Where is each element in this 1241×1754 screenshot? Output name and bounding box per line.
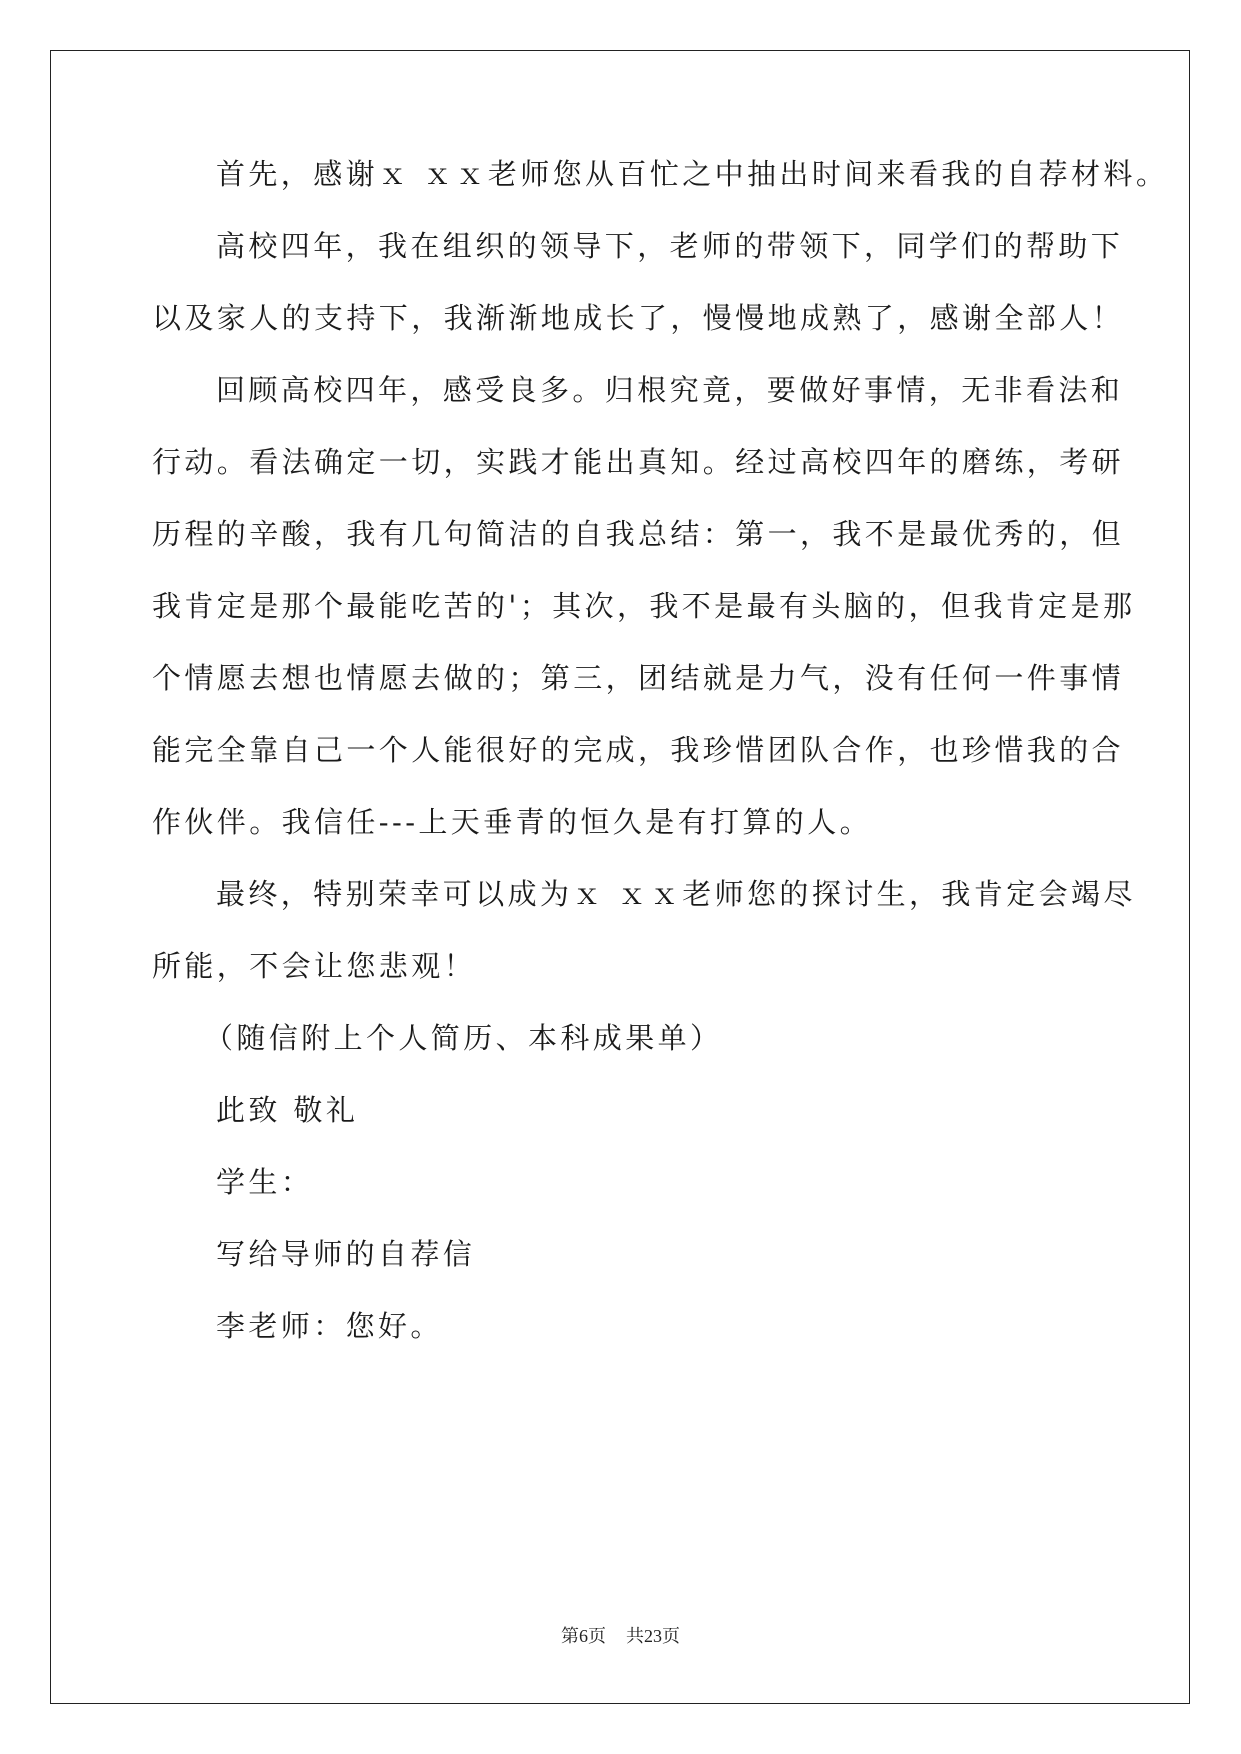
paragraph-line: 能完全靠自己一个人能很好的完成，我珍惜团队合作，也珍惜我的合 — [152, 733, 1125, 767]
paragraph-line: 行动。看法确定一切，实践才能出真知。经过高校四年的磨练，考研 — [152, 445, 1125, 479]
paragraph-line: 以及家人的支持下，我渐渐地成长了，慢慢地成熟了，感谢全部人！ — [152, 301, 1125, 335]
section-title: 写给导师的自荐信 — [216, 1237, 476, 1271]
page-total: 共23页 — [626, 1626, 680, 1646]
paragraph-line: 我肯定是那个最能吃苦的'；其次，我不是最有头脑的，但我肯定是那 — [152, 589, 1136, 623]
paragraph-line: 个情愿去想也情愿去做的；第三，团结就是力气，没有任何一件事情 — [152, 661, 1125, 695]
greeting-line: 李老师：您好。 — [216, 1309, 443, 1343]
paragraph-line: 高校四年，我在组织的领导下，老师的带领下，同学们的帮助下 — [216, 229, 1124, 263]
paragraph-line: 回顾高校四年，感受良多。归根究竟，要做好事情，无非看法和 — [216, 373, 1124, 407]
page-number: 第6页 — [561, 1626, 606, 1646]
paragraph-line: 历程的辛酸，我有几句简洁的自我总结：第一，我不是最优秀的，但 — [152, 517, 1125, 551]
page-footer — [0, 1622, 1241, 1648]
paragraph-line: 所能，不会让您悲观！ — [152, 949, 477, 983]
signature-label: 学生： — [216, 1165, 314, 1199]
paragraph-line: 作伙伴。我信任---上天垂青的恒久是有打算的人。 — [152, 805, 872, 839]
closing-salutation: 此致 敬礼 — [216, 1093, 359, 1127]
attachment-note: （随信附上个人简历、本科成果单） — [204, 1021, 723, 1055]
paragraph-line: 首先，感谢ｘ ｘｘ老师您从百忙之中抽出时间来看我的自荐材料。 — [216, 157, 1169, 191]
paragraph-line: 最终，特别荣幸可以成为ｘ ｘｘ老师您的探讨生，我肯定会竭尽 — [216, 877, 1136, 911]
